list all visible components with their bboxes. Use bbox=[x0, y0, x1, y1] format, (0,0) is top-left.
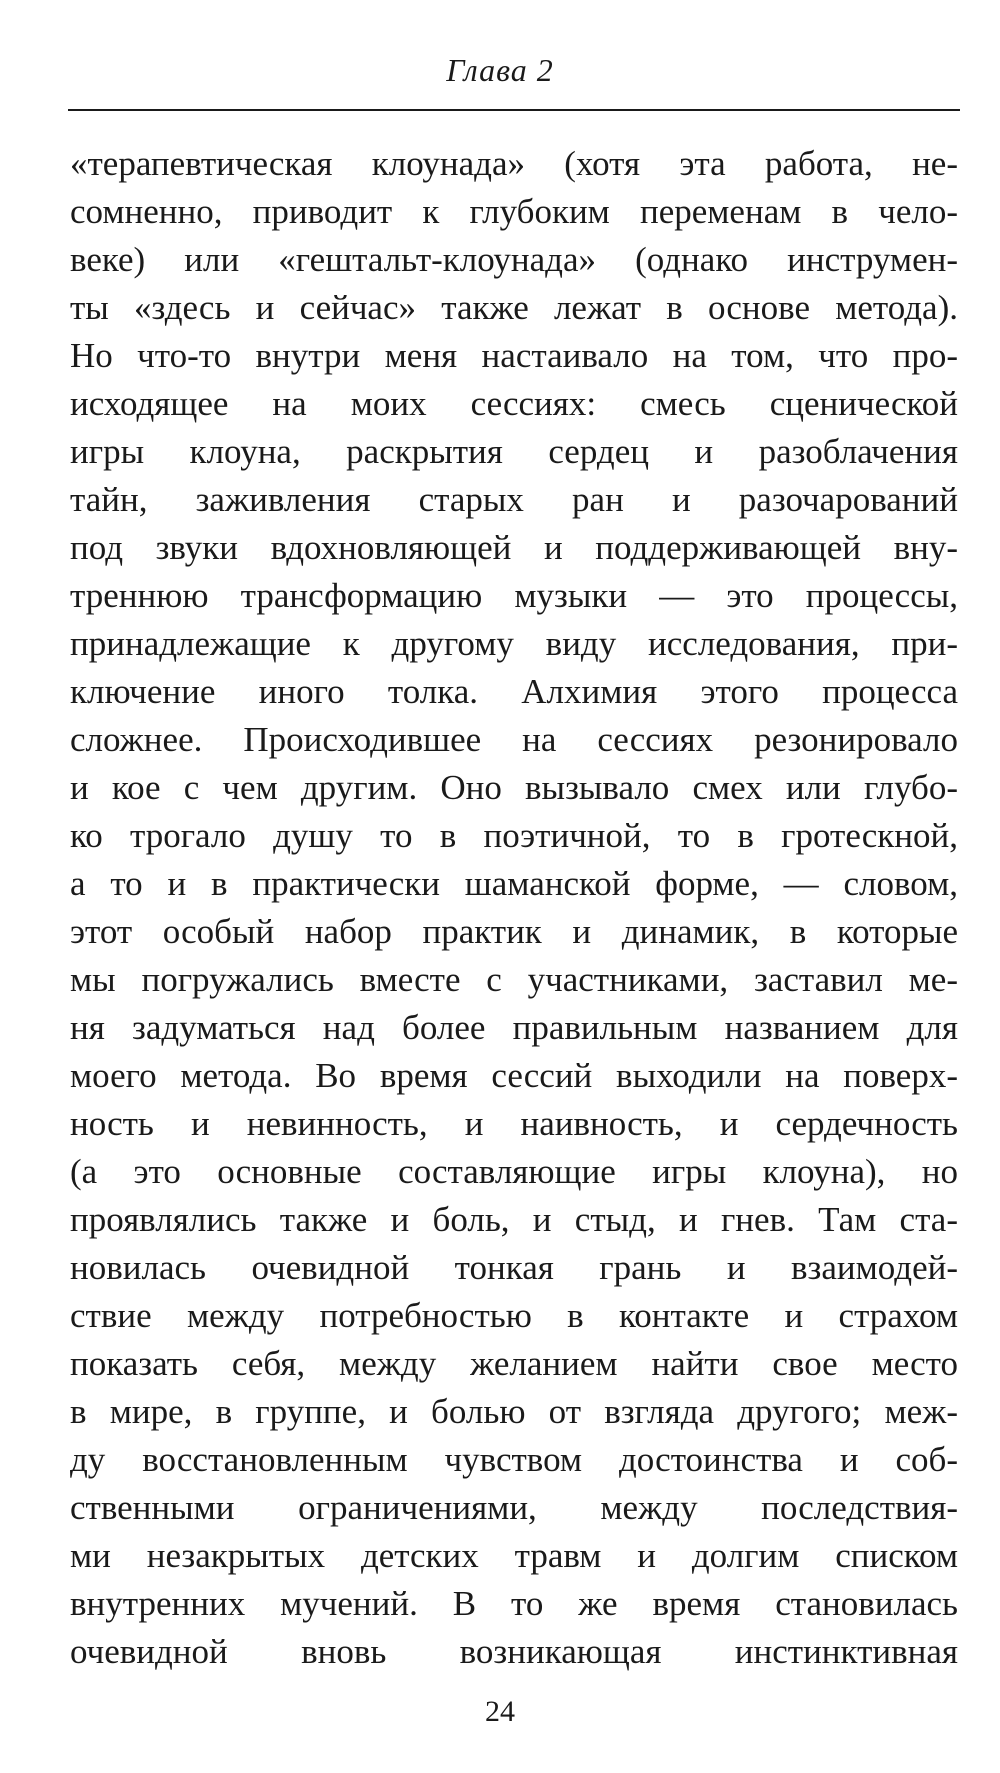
text-line: ствие между потребностью в контакте и страхом bbox=[70, 1296, 958, 1335]
text-line: проявлялись также и боль, и стыд, и гнев. Там ста- bbox=[70, 1200, 958, 1239]
text-line: новилась очевидной тонкая грань и взаимодей- bbox=[70, 1248, 958, 1287]
header-rule bbox=[68, 109, 960, 111]
text-line: ственными ограничениями, между последствия- bbox=[70, 1488, 958, 1527]
text-line: и кое с чем другим. Оно вызывало смех или глубо- bbox=[70, 768, 958, 807]
text-line: ду восстановленным чувством достоинства и соб- bbox=[70, 1440, 958, 1479]
text-line: ми незакрытых детских травм и долгим списком bbox=[70, 1536, 958, 1575]
text-line: веке) или «гештальт-клоунада» (однако инструмен- bbox=[70, 240, 958, 279]
text-line: принадлежащие к другому виду исследования, при- bbox=[70, 624, 958, 663]
text-line: ня задуматься над более правильным названием для bbox=[70, 1008, 958, 1047]
text-line: мы погружались вместе с участниками, заставил ме- bbox=[70, 960, 958, 999]
text-line: под звуки вдохновляющей и поддерживающей вну- bbox=[70, 528, 958, 567]
text-line: Но что-то внутри меня настаивало на том, что про- bbox=[70, 336, 958, 375]
text-line: «терапевтическая клоунада» (хотя эта работа, не- bbox=[70, 144, 958, 183]
chapter-running-header: Глава 2 bbox=[446, 52, 554, 88]
text-line: ты «здесь и сейчас» также лежат в основе метода). bbox=[70, 288, 958, 327]
text-line: внутренних мучений. В то же время становилась bbox=[70, 1584, 958, 1623]
text-line: очевидной вновь возникающая инстинктивная bbox=[70, 1632, 958, 1671]
text-line: ключение иного толка. Алхимия этого процесса bbox=[70, 672, 958, 711]
text-line: (а это основные составляющие игры клоуна), но bbox=[70, 1152, 958, 1191]
text-line: показать себя, между желанием найти свое место bbox=[70, 1344, 958, 1383]
body-text bbox=[70, 140, 958, 1676]
text-line: ность и невинность, и наивность, и сердечность bbox=[70, 1104, 958, 1143]
page-number: 24 bbox=[485, 1695, 515, 1728]
text-line: в мире, в группе, и болью от взгляда другого; меж- bbox=[70, 1392, 958, 1431]
text-line: сложнее. Происходившее на сессиях резонировало bbox=[70, 720, 958, 759]
text-line: сомненно, приводит к глубоким переменам в чело- bbox=[70, 192, 958, 231]
text-line: игры клоуна, раскрытия сердец и разоблачения bbox=[70, 432, 958, 471]
text-line: моего метода. Во время сессий выходили на поверх- bbox=[70, 1056, 958, 1095]
text-line: тайн, заживления старых ран и разочарований bbox=[70, 480, 958, 519]
text-line: а то и в практически шаманской форме, — словом, bbox=[70, 864, 958, 903]
text-line: этот особый набор практик и динамик, в которые bbox=[70, 912, 958, 951]
text-line: исходящее на моих сессиях: смесь сценической bbox=[70, 384, 958, 423]
text-line: ко трогало душу то в поэтичной, то в гротескной, bbox=[70, 816, 958, 855]
text-line: треннюю трансформацию музыки — это процессы, bbox=[70, 576, 958, 615]
